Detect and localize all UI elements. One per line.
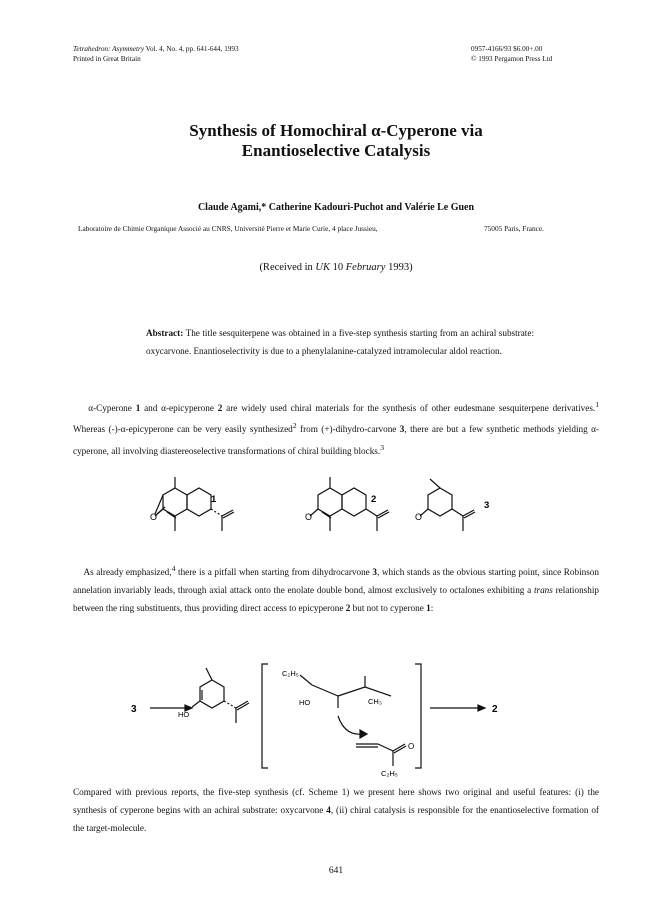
received-country: UK	[315, 262, 331, 273]
p2-text: relationship between the ring substituents, thus providing direct access to epicyperone	[73, 585, 599, 614]
oxygen-label: O	[408, 742, 415, 751]
paragraph-3	[73, 783, 599, 838]
p1-text: are widely used chiral materials for the synthesis of other eudesmane sesquiterpene derivatives.	[222, 403, 596, 414]
abstract	[146, 324, 534, 360]
structure-2	[310, 477, 389, 531]
scheme-end-label: 2	[492, 704, 498, 715]
structure-3	[420, 479, 475, 531]
oxygen-label: O	[305, 512, 313, 522]
authors: Claude Agami,* Catherine Kadouri-Puchot and Valérie Le Guen	[197, 202, 475, 213]
compound-ref: 1	[135, 403, 141, 414]
journal-citation	[73, 44, 239, 54]
page-number: 641	[328, 866, 344, 876]
copyright: © 1993 Pergamon Press Ltd	[471, 55, 553, 63]
p1-text: , there are but a few synthetic methods yielding α-cyperone, all involving diastereoselective transformations of chiral building blocks.	[73, 424, 599, 456]
compound-ref: 1	[426, 603, 431, 614]
p1-text: from (+)-dihydro-carvone	[296, 424, 400, 435]
p1-text: and α-epicyperone	[140, 403, 218, 414]
paper-title	[0, 121, 672, 161]
compound-ref: 3	[372, 567, 377, 578]
paragraph-1	[73, 396, 599, 460]
structure-label-2: 2	[371, 494, 377, 505]
p2-text: there is a pitfall when starting from dihydrocarvone	[175, 567, 373, 578]
ethyl-label: C₂H₅	[381, 769, 398, 778]
compound-ref: 3	[399, 424, 405, 435]
p2-text: As already emphasized,	[83, 567, 172, 578]
title-line-1: Synthesis of Homochiral α-Cyperone via	[189, 121, 483, 140]
p2-text: :	[430, 603, 434, 614]
bracket-right	[415, 664, 421, 768]
received-month: February	[345, 262, 386, 273]
p1-text: Whereas (-)-α-epicyperone can be very easily synthesized	[73, 424, 293, 435]
bracket-left	[262, 664, 268, 768]
title-line-2: Enantioselective Catalysis	[241, 141, 431, 160]
methyl-label: CH₃	[368, 697, 382, 706]
p3-text: Compared with previous reports, the five-step synthesis (cf. Scheme 1) we present here shows two original and useful features: (i) the synthesis of cyperone begins with an achiral substrate: oxycarvone	[73, 787, 599, 816]
p2-text: , which stands as the obvious starting point, since Robinson annelation invariably leads, through axial attack onto the enolate double bond, almost exclusively to octalones exhibiting a	[73, 567, 599, 596]
issn-price: 0957-4166/93 $6.00+.00	[471, 45, 543, 53]
received-prefix: (Received in	[259, 262, 316, 273]
paragraph-2	[73, 560, 599, 618]
transition-state	[300, 675, 406, 766]
citation-ref: 3	[380, 442, 385, 452]
received-suffix: 1993)	[385, 262, 413, 273]
compound-ref: 2	[217, 403, 223, 414]
abstract-text: The title sesquiterpene was obtained in a five-step synthesis starting from an achiral substrate: oxycarvone. Enantioselectivity is due to a phenylalanine-catalyzed intramolecular aldol reaction.	[146, 328, 534, 357]
abstract-label: Abstract:	[146, 328, 184, 338]
enol-structure	[192, 668, 249, 723]
affiliation: Laboratoire de Chimie Organique Associé au CNRS, Université Pierre et Marie Curie, 4 place Jussieu,	[78, 224, 378, 233]
compound-ref: 2	[345, 603, 351, 614]
hydroxyl-label: HO	[178, 710, 190, 719]
structure-1	[155, 477, 234, 531]
received-day: 10	[330, 262, 346, 273]
structure-label-3: 3	[484, 500, 490, 511]
volume-pages: Vol. 4, No. 4, pp. 641-644, 1993	[144, 45, 239, 53]
reaction-scheme	[0, 656, 672, 778]
structures-figure	[0, 474, 672, 560]
oxygen-label: O	[415, 512, 423, 522]
compound-ref: 4	[326, 805, 331, 816]
structure-label-1: 1	[211, 494, 217, 505]
printed-in: Printed in Great Britain	[73, 55, 141, 63]
received-date	[0, 262, 672, 273]
p2-text: but not to cyperone	[350, 603, 427, 614]
ethyl-label: C₂H₅	[282, 669, 299, 678]
oxygen-label: O	[150, 512, 158, 522]
trans-term: trans	[533, 585, 553, 596]
journal-name: Tetrahedron: Asymmetry	[73, 45, 145, 53]
arrow-head	[478, 705, 485, 711]
citation-ref: 4	[171, 564, 176, 573]
p1-text: α-Cyperone	[88, 403, 136, 414]
p3-text: , (ii) chiral catalysis is responsible for the enantioselective formation of the target-molecule.	[73, 805, 599, 834]
hydroxyl-label: HO	[299, 698, 311, 707]
affiliation-city: 75005 Paris, France.	[484, 224, 544, 233]
scheme-start-label: 3	[131, 704, 137, 715]
citation-ref: 2	[292, 421, 297, 431]
citation-ref: 1	[595, 400, 600, 409]
